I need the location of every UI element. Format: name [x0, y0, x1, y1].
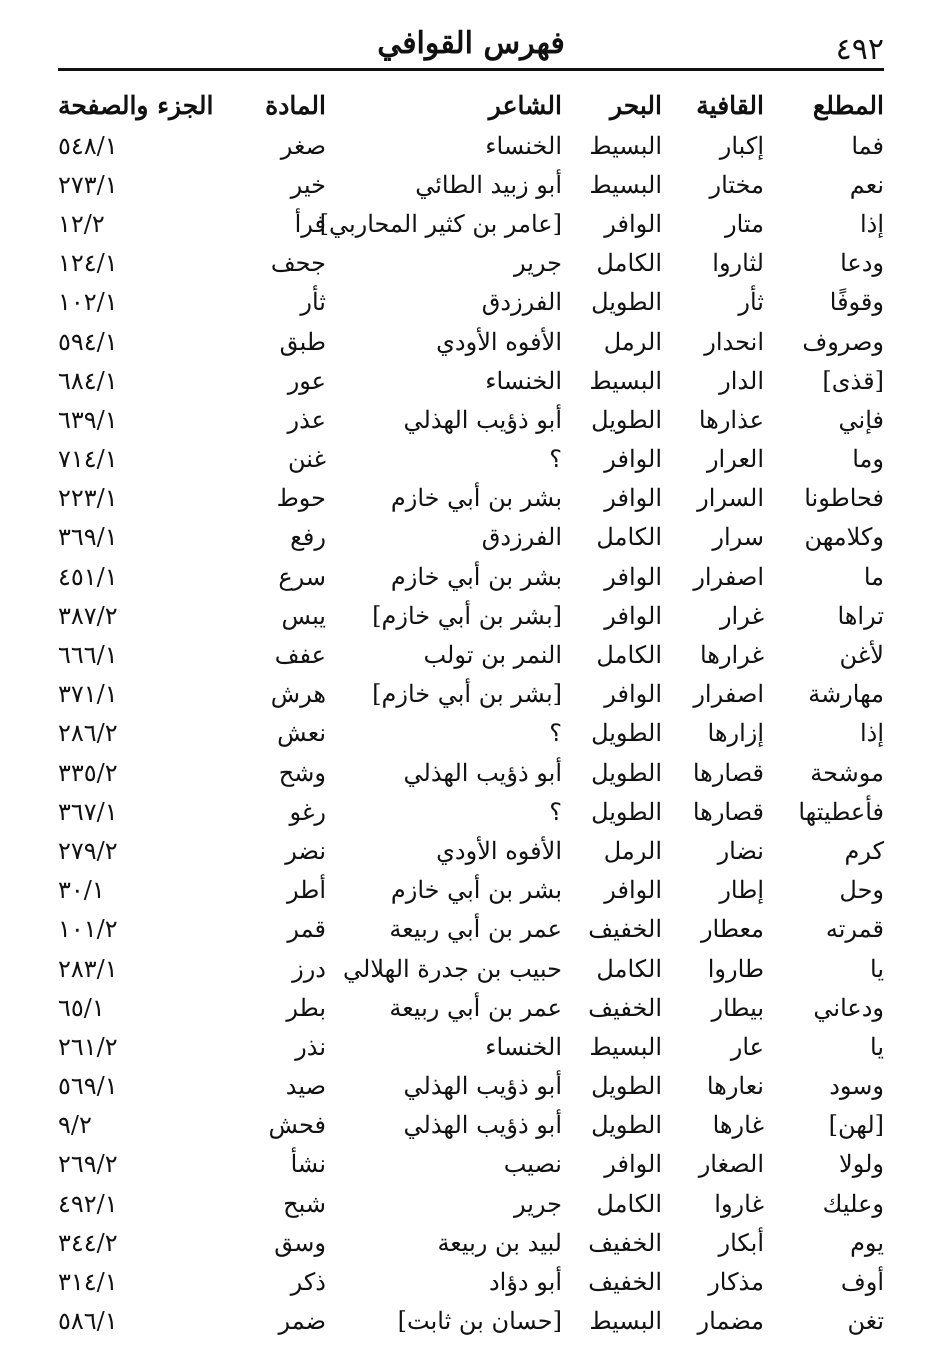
cell-madda: درز [292, 954, 326, 983]
cell-matla: ما [863, 562, 884, 591]
cell-matla: إذا [859, 719, 884, 748]
cell-shaer: عمر بن أبي ربيعة [389, 993, 562, 1022]
cell-madda: صغر [280, 131, 326, 160]
column-header-madda: المادة [265, 90, 326, 120]
cell-qafia: العرار [706, 445, 764, 474]
table-row [58, 910, 884, 949]
cell-madda: حوط [276, 484, 326, 513]
table-row [58, 753, 884, 792]
cell-qafia: غاروا [714, 1189, 764, 1218]
cell-matla: لأغن [839, 641, 884, 670]
cell-madda: يبس [281, 601, 326, 630]
cell-madda: ضمر [278, 1307, 326, 1336]
cell-shaer: جرير [514, 249, 562, 278]
table-row [58, 400, 884, 439]
cell-bahr: الطويل [591, 719, 662, 748]
cell-qafia: بيطار [711, 993, 764, 1022]
cell-juz: ٥٨٦/١ [58, 1307, 118, 1336]
cell-matla: يا [870, 954, 884, 983]
running-title: فهرس القوافي [377, 26, 565, 61]
cell-bahr: البسيط [589, 366, 662, 395]
cell-bahr: الوافر [604, 484, 662, 513]
cell-juz: ٢٧٣/١ [58, 170, 118, 199]
cell-juz: ٣٦٧/١ [58, 797, 118, 826]
cell-matla: مهارشة [808, 680, 884, 709]
column-header-juz: الجزء والصفحة [58, 90, 214, 120]
cell-juz: ٣٣٥/٢ [58, 758, 118, 787]
cell-matla: أوف [840, 1268, 884, 1297]
cell-shaer: الأفوه الأودي [436, 836, 562, 865]
cell-madda: سرع [278, 562, 326, 591]
table-row [58, 479, 884, 518]
table-row [58, 949, 884, 988]
cell-qafia: إزارها [707, 719, 764, 748]
cell-qafia: مختار [709, 170, 764, 199]
cell-juz: ٢٢٣/١ [58, 484, 118, 513]
cell-juz: ١٢٤/١ [58, 249, 118, 278]
cell-matla: وقوفًا [829, 288, 884, 317]
cell-bahr: الرمل [603, 836, 662, 865]
cell-matla: فحاطونا [804, 484, 884, 513]
cell-matla: وحل [839, 876, 884, 905]
cell-bahr: البسيط [589, 170, 662, 199]
table-row [58, 1145, 884, 1184]
cell-qafia: نضار [717, 836, 764, 865]
table-row [58, 1262, 884, 1301]
cell-bahr: الطويل [591, 797, 662, 826]
column-header-matla: المطلع [812, 90, 884, 120]
cell-bahr: الخفيف [588, 1228, 662, 1257]
table-row [58, 1067, 884, 1106]
cell-madda: رغو [289, 797, 326, 826]
cell-madda: فرأ [294, 209, 326, 238]
cell-shaer: بشر بن أبي خازم [390, 484, 562, 513]
cell-juz: ٤٥١/١ [58, 562, 118, 591]
table-row [58, 988, 884, 1027]
cell-qafia: السرار [697, 484, 764, 513]
cell-madda: رفع [290, 523, 326, 552]
cell-matla: فما [851, 131, 884, 160]
cell-bahr: الخفيف [588, 915, 662, 944]
cell-juz: ٢٦١/٢ [58, 1032, 118, 1061]
table-row [58, 283, 884, 322]
cell-madda: خير [290, 170, 326, 199]
cell-madda: عذر [287, 405, 326, 434]
column-header-qafia: القافية [696, 90, 764, 120]
cell-matla: ودعاني [813, 993, 884, 1022]
cell-juz: ١٢/٢ [58, 209, 105, 238]
table-row [58, 518, 884, 557]
cell-shaer: الأفوه الأودي [436, 327, 562, 356]
table-row [58, 244, 884, 283]
cell-qafia: لثاروا [712, 249, 764, 278]
cell-bahr: الرمل [603, 327, 662, 356]
cell-shaer: بشر بن أبي خازم [390, 562, 562, 591]
cell-bahr: الكامل [596, 1189, 662, 1218]
page-number: ٤٩٢ [835, 32, 884, 67]
cell-matla: إذا [859, 209, 884, 238]
cell-qafia: غارها [712, 1111, 764, 1140]
cell-matla: فإني [838, 405, 884, 434]
cell-juz: ١٠٢/١ [58, 288, 118, 317]
cell-shaer: [بشر بن أبي خازم] [372, 601, 562, 630]
cell-shaer: الخنساء [485, 1032, 562, 1061]
cell-bahr: الوافر [604, 445, 662, 474]
cell-bahr: الوافر [604, 562, 662, 591]
cell-qafia: غرارها [699, 641, 764, 670]
cell-shaer: [بشر بن أبي خازم] [372, 680, 562, 709]
cell-juz: ٦٨٤/١ [58, 366, 118, 395]
cell-matla: وسود [829, 1072, 884, 1101]
cell-madda: ذكر [290, 1268, 326, 1297]
cell-matla: وكلامهن [804, 523, 884, 552]
cell-shaer: الفرزدق [481, 523, 562, 552]
table-row [58, 871, 884, 910]
cell-juz: ٩/٢ [58, 1111, 92, 1140]
cell-matla: قمرته [825, 915, 884, 944]
table-row [58, 165, 884, 204]
cell-matla: فأعطيتها [798, 797, 884, 826]
cell-juz: ٥٩٤/١ [58, 327, 118, 356]
cell-shaer: [عامر بن كثير المحاربي] [319, 209, 562, 238]
table-row [58, 557, 884, 596]
cell-bahr: الخفيف [588, 993, 662, 1022]
cell-matla: [قذى] [822, 366, 884, 395]
cell-qafia: اصفرار [693, 680, 764, 709]
cell-shaer: ؟ [549, 445, 562, 474]
cell-shaer: النمر بن تولب [423, 641, 562, 670]
cell-qafia: الصغار [698, 1150, 764, 1179]
table-row [58, 635, 884, 674]
cell-qafia: سرار [712, 523, 764, 552]
cell-madda: صيد [285, 1072, 326, 1101]
cell-bahr: الكامل [596, 641, 662, 670]
cell-madda: قمر [287, 915, 326, 944]
cell-matla: يوم [850, 1228, 884, 1257]
cell-juz: ٥٦٩/١ [58, 1072, 118, 1101]
cell-qafia: نعارها [706, 1072, 764, 1101]
cell-juz: ٧١٤/١ [58, 445, 118, 474]
rhyme-index-table [58, 84, 884, 1341]
table-header-row [58, 84, 884, 126]
cell-bahr: الوافر [604, 680, 662, 709]
cell-juz: ٣٠/١ [58, 876, 105, 905]
cell-madda: وسق [274, 1228, 326, 1257]
cell-madda: نشأ [290, 1150, 326, 1179]
cell-bahr: الوافر [604, 1150, 662, 1179]
cell-matla: كرم [844, 836, 884, 865]
cell-madda: نعش [277, 719, 326, 748]
table-row [58, 204, 884, 243]
cell-juz: ٣٤٤/٢ [58, 1228, 118, 1257]
cell-matla: ودعا [840, 249, 884, 278]
cell-juz: ٦٦٦/١ [58, 641, 118, 670]
cell-bahr: الطويل [591, 1072, 662, 1101]
cell-bahr: الطويل [591, 1111, 662, 1140]
cell-bahr: الطويل [591, 758, 662, 787]
cell-juz: ٦٥/١ [58, 993, 105, 1022]
cell-shaer: لبيد بن ربيعة [437, 1228, 562, 1257]
cell-qafia: اصفرار [693, 562, 764, 591]
cell-qafia: مذكار [708, 1268, 764, 1297]
table-row [58, 1027, 884, 1066]
cell-madda: طبق [279, 327, 326, 356]
cell-madda: فحش [268, 1111, 326, 1140]
cell-bahr: الطويل [591, 288, 662, 317]
cell-shaer: أبو ذؤيب الهذلي [403, 758, 562, 787]
cell-shaer: ؟ [549, 797, 562, 826]
cell-qafia: متار [725, 209, 764, 238]
cell-madda: نذر [295, 1032, 326, 1061]
table-row [58, 1302, 884, 1341]
cell-qafia: انحدار [704, 327, 764, 356]
table-row [58, 1106, 884, 1145]
cell-qafia: الدار [719, 366, 764, 395]
cell-shaer: بشر بن أبي خازم [390, 876, 562, 905]
cell-shaer: أبو ذؤيب الهذلي [403, 405, 562, 434]
cell-qafia: أبكار [718, 1228, 764, 1257]
cell-qafia: عار [730, 1032, 764, 1061]
cell-matla: ولولا [839, 1150, 884, 1179]
cell-bahr: البسيط [589, 1032, 662, 1061]
table-row [58, 1184, 884, 1223]
cell-madda: وشح [278, 758, 326, 787]
cell-qafia: إطار [719, 876, 764, 905]
cell-matla: وما [852, 445, 884, 474]
cell-juz: ٢٦٩/٢ [58, 1150, 118, 1179]
cell-juz: ٣٦٩/١ [58, 523, 118, 552]
cell-matla: تغن [847, 1307, 884, 1336]
cell-madda: هرش [270, 680, 326, 709]
cell-bahr: الطويل [591, 405, 662, 434]
cell-juz: ٥٤٨/١ [58, 131, 118, 160]
cell-madda: نضر [285, 836, 326, 865]
cell-shaer: أبو دؤاد [488, 1268, 562, 1297]
cell-matla: نعم [849, 170, 884, 199]
cell-shaer: حبيب بن جدرة الهلالي [343, 954, 562, 983]
column-header-shaer: الشاعر [488, 90, 562, 120]
cell-juz: ١٠١/٢ [58, 915, 118, 944]
cell-matla: تراها [837, 601, 884, 630]
cell-qafia: ثأر [738, 288, 764, 317]
table-row [58, 831, 884, 870]
cell-madda: أطر [286, 876, 326, 905]
cell-bahr: الكامل [596, 954, 662, 983]
cell-bahr: الوافر [604, 601, 662, 630]
cell-madda: بطر [286, 993, 326, 1022]
cell-madda: عفف [274, 641, 326, 670]
cell-qafia: عذارها [698, 405, 764, 434]
cell-matla: يا [870, 1032, 884, 1061]
cell-matla: [لهن] [828, 1111, 884, 1140]
cell-qafia: غرار [719, 601, 764, 630]
cell-madda: ثأر [300, 288, 326, 317]
table-row [58, 322, 884, 361]
cell-shaer: ؟ [549, 719, 562, 748]
table-row [58, 792, 884, 831]
cell-juz: ٣٨٧/٢ [58, 601, 118, 630]
cell-qafia: قصارها [692, 797, 764, 826]
table-body [58, 126, 884, 1341]
cell-madda: غنن [287, 445, 326, 474]
table-row [58, 361, 884, 400]
cell-madda: شبح [283, 1189, 326, 1218]
cell-bahr: الوافر [604, 209, 662, 238]
cell-juz: ٢٧٩/٢ [58, 836, 118, 865]
cell-qafia: مضمار [697, 1307, 764, 1336]
cell-shaer: الخنساء [485, 131, 562, 160]
cell-shaer: جرير [514, 1189, 562, 1218]
cell-bahr: البسيط [589, 1307, 662, 1336]
cell-juz: ٢٨٦/٢ [58, 719, 118, 748]
cell-qafia: قصارها [692, 758, 764, 787]
cell-matla: وعليك [822, 1189, 884, 1218]
cell-madda: عور [287, 366, 326, 395]
cell-juz: ٦٣٩/١ [58, 405, 118, 434]
header-rule [58, 68, 884, 71]
cell-bahr: البسيط [589, 131, 662, 160]
cell-shaer: الخنساء [485, 366, 562, 395]
cell-shaer: عمر بن أبي ربيعة [389, 915, 562, 944]
table-row [58, 126, 884, 165]
cell-shaer: أبو ذؤيب الهذلي [403, 1111, 562, 1140]
cell-juz: ٢٨٣/١ [58, 954, 118, 983]
column-header-bahr: البحر [609, 90, 662, 120]
table-row [58, 596, 884, 635]
cell-shaer: [حسان بن ثابت] [397, 1307, 562, 1336]
cell-madda: جحف [270, 249, 326, 278]
cell-bahr: الكامل [596, 523, 662, 552]
cell-juz: ٣١٤/١ [58, 1268, 118, 1297]
table-row [58, 714, 884, 753]
cell-qafia: معطار [700, 915, 764, 944]
cell-shaer: نصيب [503, 1150, 562, 1179]
cell-bahr: الخفيف [588, 1268, 662, 1297]
cell-qafia: إكبار [719, 131, 764, 160]
cell-bahr: الكامل [596, 249, 662, 278]
table-row [58, 440, 884, 479]
cell-shaer: أبو ذؤيب الهذلي [403, 1072, 562, 1101]
table-row [58, 1223, 884, 1262]
table-row [58, 675, 884, 714]
cell-shaer: الفرزدق [481, 288, 562, 317]
cell-matla: موشحة [810, 758, 884, 787]
cell-juz: ٣٧١/١ [58, 680, 118, 709]
cell-matla: وصروف [802, 327, 884, 356]
cell-juz: ٤٩٢/١ [58, 1189, 118, 1218]
cell-bahr: الوافر [604, 876, 662, 905]
cell-shaer: أبو زبيد الطائي [415, 170, 562, 199]
page-header [58, 24, 884, 72]
cell-qafia: طاروا [707, 954, 764, 983]
